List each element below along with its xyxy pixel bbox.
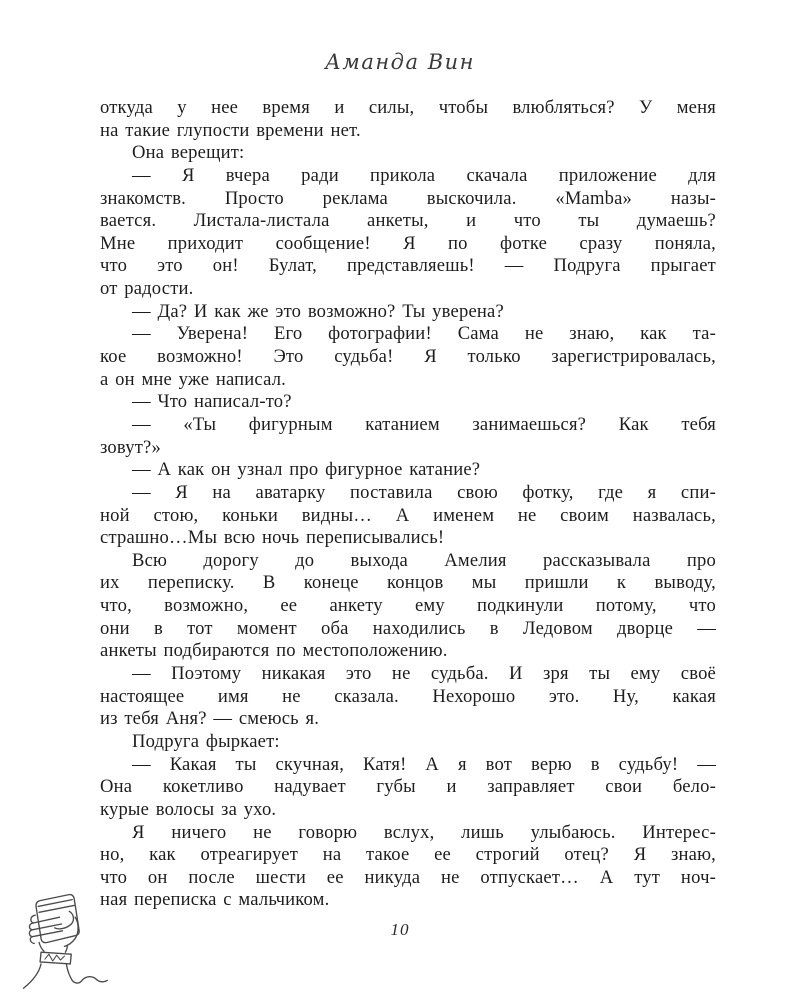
text-line: кое возможно! Это судьба! Я только зарегистрировалась,	[100, 346, 716, 368]
text-line: но, как отреагирует на такое ее строгий отец? Я знаю,	[100, 844, 716, 866]
text-line: Она верещит:	[132, 142, 245, 164]
text-line: на такие глупости времени нет.	[100, 119, 361, 141]
text-line: от радости.	[100, 278, 194, 300]
text-line: — Какая ты скучная, Катя! А я вот верю в судьбу! —	[132, 753, 716, 775]
text-line: ная переписка с мальчиком.	[100, 889, 330, 911]
body-text	[100, 97, 716, 912]
text-line: Всю дорогу до выхода Амелия рассказывала про	[132, 549, 716, 571]
text-line: что, возможно, ее анкету ему подкинули потому, что	[100, 595, 716, 617]
text-line: — А как он узнал про фигурное катание?	[132, 459, 481, 481]
text-line: из тебя Аня? — смеюсь я.	[100, 708, 320, 730]
text-line: их переписку. В конеце концов мы пришли к выводу,	[100, 572, 716, 594]
text-line: они в тот момент оба находились в Ледовом дворце —	[100, 617, 716, 639]
text-line: — Да? И как же это возможно? Ты уверена?	[132, 300, 504, 322]
running-header-author: Аманда Вин	[325, 50, 475, 74]
page-number: 10	[390, 920, 410, 939]
text-line: — Я вчера ради прикола скачала приложение для	[132, 164, 716, 186]
text-line: что он после шести ее никуда не отпускает… А тут ноч-	[100, 866, 716, 888]
text-line: Я ничего не говорю вслух, лишь улыбаюсь. Интерес-	[132, 821, 716, 843]
text-line: Подруга фыркает:	[132, 730, 280, 752]
text-line: — Я на аватарку поставила свою фотку, где я спи-	[132, 481, 716, 503]
text-line: Мне приходит сообщение! Я по фотке сразу поняла,	[100, 232, 716, 254]
text-line: знакомств. Просто реклама выскочила. «Mamba» назы-	[100, 187, 716, 209]
hand-holding-phone-icon	[8, 886, 116, 998]
text-line: анкеты подбираются по местоположению.	[100, 640, 448, 662]
text-line: ной стою, коньки видны… А именем не своим назвалась,	[100, 504, 716, 526]
text-line: страшно…Мы всю ночь переписывались!	[100, 527, 445, 549]
text-line: — «Ты фигурным катанием занимаешься? Как тебя	[132, 413, 716, 435]
hand-holding-phone-illustration	[8, 886, 116, 998]
text-line: — Что написал-то?	[132, 391, 292, 413]
text-line: Она кокетливо надувает губы и заправляет свои бело-	[100, 776, 716, 798]
text-line: — Поэтому никакая это не судьба. И зря ты ему своё	[132, 663, 716, 685]
text-line: откуда у нее время и силы, чтобы влюбляться? У меня	[100, 97, 716, 118]
text-line: настоящее имя не сказала. Нехорошо это. Ну, какая	[100, 685, 716, 707]
text-line: вается. Листала-листала анкеты, и что ты думаешь?	[100, 210, 716, 232]
text-line: что это он! Булат, представляешь! — Подруга прыгает	[100, 255, 716, 277]
text-line: а он мне уже написал.	[100, 368, 286, 390]
text-line: курые волосы за ухо.	[100, 798, 277, 820]
text-line: — Уверена! Его фотографии! Сама не знаю, как та-	[132, 323, 716, 345]
text-line: зовут?»	[100, 436, 161, 458]
